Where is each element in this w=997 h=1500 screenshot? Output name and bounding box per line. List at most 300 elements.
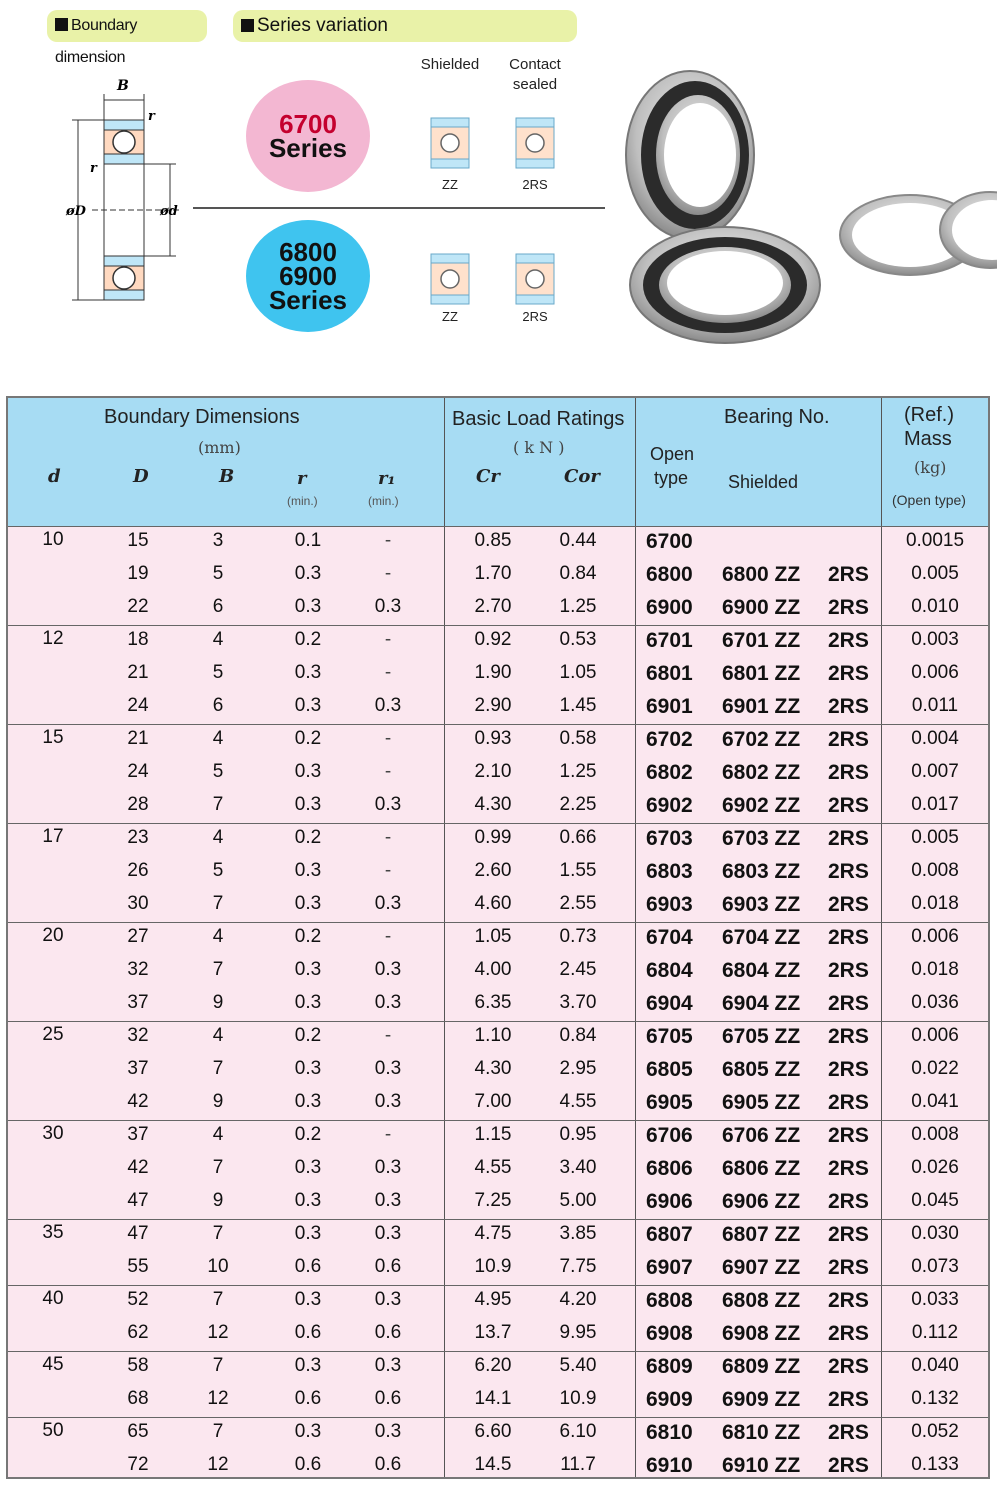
table-cell: 2.90 [474,695,512,716]
table-row [8,1253,988,1286]
table-row [8,1088,988,1121]
table-cell: 6905 ZZ [722,1091,801,1114]
table-cell: 0.99 [474,827,512,848]
table-cell: 0.006 [911,662,959,683]
table-cell: 1.05 [559,662,597,683]
table-cell: 1.90 [474,662,512,683]
bore-diameter-cell: 50 [42,1420,64,1441]
table-cell: 6701 ZZ [722,629,801,652]
table-cell: 0.2 [294,1124,322,1145]
table-row [8,857,988,890]
table-cell: 19 [127,563,149,584]
header-r: r [297,468,307,489]
table-cell: 6704 [646,926,693,949]
header-d: d [48,466,61,487]
table-cell: 4 [212,1025,224,1046]
table-cell: 0.3 [374,959,402,980]
table-cell: 4.75 [474,1223,512,1244]
table-cell: - [384,1124,392,1145]
2rs-bearing-icon [515,117,555,169]
table-cell: 6805 [646,1058,693,1081]
table-cell: 47 [127,1190,149,1211]
table-group [8,724,988,824]
table-cell: 47 [127,1223,149,1244]
table-cell: 1.15 [474,1124,512,1145]
table-group [8,1417,988,1484]
table-row [8,560,988,593]
table-row [8,923,988,956]
table-row [8,791,988,824]
table-cell: 6908 [646,1322,693,1345]
header-ref: (Ref.) [904,404,954,426]
table-cell: 0.2 [294,629,322,650]
table-cell: 1.25 [559,761,597,782]
table-row [8,1022,988,1055]
table-cell: 6800 ZZ [722,563,801,586]
table-cell: 2RS [828,1289,869,1312]
table-cell: 3.70 [559,992,597,1013]
table-cell: 0.3 [374,695,402,716]
table-cell: 6802 ZZ [722,761,801,784]
table-cell: 0.6 [294,1454,322,1475]
table-cell: 12 [207,1454,229,1475]
table-cell: 5.40 [559,1355,597,1376]
table-cell: 6910 ZZ [722,1454,801,1477]
table-cell: 6700 [646,530,693,553]
table-cell: 0.3 [374,596,402,617]
table-cell: 0.005 [911,563,959,584]
series-6800-label: Series [268,285,348,315]
table-row [8,593,988,626]
table-row [8,989,988,1022]
table-cell: 0.3 [374,1355,402,1376]
table-cell: 6909 ZZ [722,1388,801,1411]
table-cell: 5 [212,662,224,683]
header-cr: Cr [476,466,500,487]
bore-diameter-cell: 15 [42,727,64,748]
table-cell: 0.3 [294,1058,322,1079]
table-row [8,1385,988,1418]
zz-label: ZZ [442,177,458,192]
header-type: type [654,468,689,488]
table-cell: 68 [127,1388,149,1409]
table-cell: 6701 [646,629,693,652]
table-row [8,527,988,560]
table-cell: 0.2 [294,728,322,749]
table-cell: 7 [212,1157,224,1178]
table-cell: 5.00 [559,1190,597,1211]
table-cell: 0.3 [374,1190,402,1211]
table-group [8,922,988,1022]
table-cell: 0.3 [374,1289,402,1310]
table-cell: 6904 ZZ [722,992,801,1015]
header-D: D [133,466,149,487]
table-cell: 7 [212,1289,224,1310]
table-cell: 2.60 [474,860,512,881]
table-cell: 3.85 [559,1223,597,1244]
table-cell: 4.30 [474,1058,512,1079]
dim-B-label: B [117,78,129,94]
table-cell: 2RS [828,596,869,619]
table-cell: 0.005 [911,827,959,848]
series-6700-label: Series [268,133,348,163]
table-row [8,1418,988,1451]
bore-diameter-cell: 45 [42,1354,64,1375]
header-boundary-dimensions: Boundary Dimensions [104,406,300,428]
table-cell: 52 [127,1289,149,1310]
table-row [8,824,988,857]
table-cell: 0.022 [911,1058,959,1079]
table-cell: 6.35 [474,992,512,1013]
table-header [8,398,988,526]
table-cell: 5 [212,563,224,584]
table-cell: - [384,530,392,551]
zz-bearing-icon [430,117,470,169]
table-cell: 0.006 [911,926,959,947]
table-cell: 1.25 [559,596,597,617]
table-cell: 65 [127,1421,149,1442]
table-cell: 0.95 [559,1124,597,1145]
table-cell: 0.6 [294,1388,322,1409]
table-cell: - [384,662,392,683]
series-divider [193,207,605,209]
table-cell: 7.25 [474,1190,512,1211]
table-cell: 0.3 [294,761,322,782]
table-cell: 0.017 [911,794,959,815]
table-cell: 0.030 [911,1223,959,1244]
table-cell: 0.132 [911,1388,959,1409]
table-cell: 7 [212,794,224,815]
table-cell: 0.3 [294,1355,322,1376]
table-cell: 6703 ZZ [722,827,801,850]
table-cell: 0.3 [374,794,402,815]
header-kn-unit: ( k N ) [513,438,565,457]
table-group [8,1120,988,1220]
table-cell: 2RS [828,794,869,817]
table-cell: - [384,563,392,584]
table-cell: 2RS [828,1025,869,1048]
table-cell: - [384,827,392,848]
table-row [8,1451,988,1484]
table-cell: 72 [127,1454,149,1475]
table-cell: 0.44 [559,530,597,551]
table-cell: 0.66 [559,827,597,848]
bearing-spec-table [6,396,990,1479]
table-cell: 3.40 [559,1157,597,1178]
table-cell: 2RS [828,1058,869,1081]
series-6800-6900-badge [246,220,370,332]
table-cell: 4 [212,827,224,848]
table-cell: 7 [212,1355,224,1376]
header-shielded: Shielded [728,472,799,492]
table-row [8,725,988,758]
table-cell: 0.3 [294,662,322,683]
table-cell: 9 [212,992,224,1013]
table-cell: 0.3 [374,1091,402,1112]
table-cell: 6902 ZZ [722,794,801,817]
table-cell: 10.9 [474,1256,512,1277]
table-cell: 6705 [646,1025,693,1048]
table-row [8,1220,988,1253]
table-cell: 4.00 [474,959,512,980]
table-row [8,1121,988,1154]
table-cell: 10 [207,1256,229,1277]
table-cell: 6806 [646,1157,693,1180]
table-cell: 6810 ZZ [722,1421,801,1444]
table-cell: 0.041 [911,1091,959,1112]
shielded-column-label: Shielded [420,56,480,73]
table-cell: 2RS [828,1223,869,1246]
bore-diameter-cell: 40 [42,1288,64,1309]
table-cell: 6902 [646,794,693,817]
table-cell: 7.75 [559,1256,597,1277]
top-section [0,0,997,390]
table-cell: 0.53 [559,629,597,650]
bearing-cross-section-diagram [62,72,192,312]
dim-r-label: r [148,109,155,124]
table-cell: 32 [127,1025,149,1046]
table-cell: 2RS [828,1256,869,1279]
header-r1: r₁ [378,468,396,489]
table-cell: 12 [207,1388,229,1409]
table-cell: 4.55 [474,1157,512,1178]
table-group [8,1021,988,1121]
header-open: Open [650,444,695,464]
dim-D-label: øD [66,204,86,219]
dim-r-label-2: r [90,161,97,176]
table-cell: 0.84 [559,1025,597,1046]
table-cell: 0.3 [294,992,322,1013]
table-cell: 6801 [646,662,693,685]
table-cell: 6 [212,695,224,716]
table-cell: 0.011 [911,695,959,716]
table-cell: 6705 ZZ [722,1025,801,1048]
table-cell: 21 [127,662,149,683]
table-cell: 62 [127,1322,149,1343]
zz-label-2: ZZ [442,309,458,324]
table-cell: 2RS [828,1388,869,1411]
header-mm-unit: (mm) [198,438,241,457]
table-cell: 6.20 [474,1355,512,1376]
bore-diameter-cell: 35 [42,1222,64,1243]
series-6900-number: 6900 [279,261,337,291]
table-cell: 18 [127,629,149,650]
table-cell: 4.60 [474,893,512,914]
bore-diameter-cell: 25 [42,1024,64,1045]
table-cell: 6706 ZZ [722,1124,801,1147]
table-row [8,1286,988,1319]
table-cell: 0.3 [374,1421,402,1442]
table-cell: 15 [127,530,149,551]
table-cell: - [384,728,392,749]
table-cell: 6702 [646,728,693,751]
header-basic-load-ratings: Basic Load Ratings [452,408,625,430]
table-cell: 0.3 [374,893,402,914]
table-cell: 2RS [828,860,869,883]
table-cell: 6.10 [559,1421,597,1442]
table-cell: 0.2 [294,827,322,848]
header-r1-min: (min.) [368,494,399,508]
table-cell: 0.004 [911,728,959,749]
table-cell: 4.95 [474,1289,512,1310]
table-cell: 2RS [828,893,869,916]
table-cell: 6900 [646,596,693,619]
table-cell: 3 [212,530,224,551]
table-cell: 2RS [828,728,869,751]
table-cell: 0.6 [374,1322,402,1343]
table-cell: 0.92 [474,629,512,650]
table-cell: 6907 ZZ [722,1256,801,1279]
table-cell: 0.6 [374,1388,402,1409]
zz-bearing-icon-2 [430,253,470,305]
table-cell: 37 [127,992,149,1013]
table-cell: - [384,926,392,947]
table-cell: 2RS [828,1355,869,1378]
header-B: B [219,466,235,487]
table-row [8,692,988,725]
table-cell: 0.6 [294,1322,322,1343]
boundary-tag-label: Boundary dimension [55,17,138,66]
table-cell: 4.20 [559,1289,597,1310]
table-cell: 6808 [646,1289,693,1312]
table-cell: 42 [127,1157,149,1178]
table-cell: 2.25 [559,794,597,815]
table-row [8,659,988,692]
table-cell: 6910 [646,1454,693,1477]
2rs-bearing-icon-2 [515,253,555,305]
table-cell: 0.006 [911,1025,959,1046]
table-cell: 7.00 [474,1091,512,1112]
table-cell: 5 [212,860,224,881]
table-cell: 0.018 [911,893,959,914]
table-cell: 12 [207,1322,229,1343]
table-cell: 6808 ZZ [722,1289,801,1312]
table-cell: 0.0015 [905,530,965,551]
table-cell: 0.6 [374,1256,402,1277]
table-cell: 0.003 [911,629,959,650]
table-cell: 0.3 [374,1157,402,1178]
table-row [8,758,988,791]
table-cell: 6906 [646,1190,693,1213]
header-r-min: (min.) [287,494,318,508]
table-cell: 0.112 [911,1322,959,1343]
table-cell: 23 [127,827,149,848]
table-cell: 6800 [646,563,693,586]
header-open-type: (Open type) [892,492,966,508]
table-cell: 6804 [646,959,693,982]
table-cell: 0.3 [294,596,322,617]
table-cell: 13.7 [474,1322,512,1343]
table-cell: 0.133 [911,1454,959,1475]
table-cell: 7 [212,1223,224,1244]
table-cell: 0.3 [374,1058,402,1079]
table-cell: 0.3 [294,1091,322,1112]
table-cell: 2.95 [559,1058,597,1079]
table-cell: 2RS [828,662,869,685]
table-cell: 37 [127,1058,149,1079]
table-cell: 6905 [646,1091,693,1114]
series-6700-badge [246,80,370,192]
table-cell: 6900 ZZ [722,596,801,619]
table-cell: 9 [212,1091,224,1112]
table-cell: - [384,629,392,650]
header-bearing-no: Bearing No. [724,406,830,428]
table-cell: 0.3 [294,1223,322,1244]
table-group [8,526,988,626]
table-cell: 14.5 [474,1454,512,1475]
table-group [8,1351,988,1418]
table-cell: 6901 ZZ [722,695,801,718]
table-cell: 6907 [646,1256,693,1279]
bore-diameter-cell: 12 [42,628,64,649]
table-cell: - [384,761,392,782]
header-kg-unit: (kg) [914,458,947,477]
table-cell: 2RS [828,695,869,718]
series-6700-number: 6700 [279,109,337,139]
table-cell: 4 [212,926,224,947]
table-cell: 11.7 [560,1454,596,1475]
table-row [8,626,988,659]
table-cell: 0.3 [374,1223,402,1244]
header-cor: Cor [564,466,600,487]
table-cell: 0.93 [474,728,512,749]
table-cell: 2RS [828,827,869,850]
table-cell: 2RS [828,926,869,949]
series-variation-tag [233,10,577,42]
table-cell: 0.85 [474,530,512,551]
table-cell: 9.95 [559,1322,597,1343]
table-cell: 2RS [828,959,869,982]
table-cell: 2RS [828,1322,869,1345]
table-cell: 6909 [646,1388,693,1411]
table-cell: 6 [212,596,224,617]
sealed-column-label: sealed [512,76,558,93]
table-cell: 7 [212,1421,224,1442]
table-cell: 6906 ZZ [722,1190,801,1213]
header-mass: Mass [904,428,952,450]
table-cell: 0.58 [559,728,597,749]
table-cell: 0.1 [294,530,322,551]
table-cell: 6.60 [474,1421,512,1442]
table-cell: 21 [127,728,149,749]
table-cell: 2RS [828,629,869,652]
dim-d-label: ød [160,204,178,219]
table-cell: 2.55 [559,893,597,914]
table-cell: 1.05 [474,926,512,947]
table-cell: 0.036 [911,992,959,1013]
table-cell: 0.008 [911,860,959,881]
table-cell: 4 [212,728,224,749]
table-group [8,823,988,923]
table-cell: 0.033 [911,1289,959,1310]
table-row [8,890,988,923]
table-cell: 6807 ZZ [722,1223,801,1246]
table-cell: 0.3 [294,794,322,815]
table-cell: 6809 ZZ [722,1355,801,1378]
series-tag-label: Series variation [257,15,388,36]
table-row [8,1187,988,1220]
table-cell: 0.007 [911,761,959,782]
table-cell: 1.10 [474,1025,512,1046]
bore-diameter-cell: 17 [42,826,64,847]
table-cell: 2.10 [474,761,512,782]
square-bullet-icon [241,19,254,32]
table-cell: 6803 ZZ [722,860,801,883]
table-cell: 0.3 [294,563,322,584]
table-cell: 0.3 [294,1289,322,1310]
table-cell: 0.3 [294,893,322,914]
table-cell: 10.9 [559,1388,597,1409]
